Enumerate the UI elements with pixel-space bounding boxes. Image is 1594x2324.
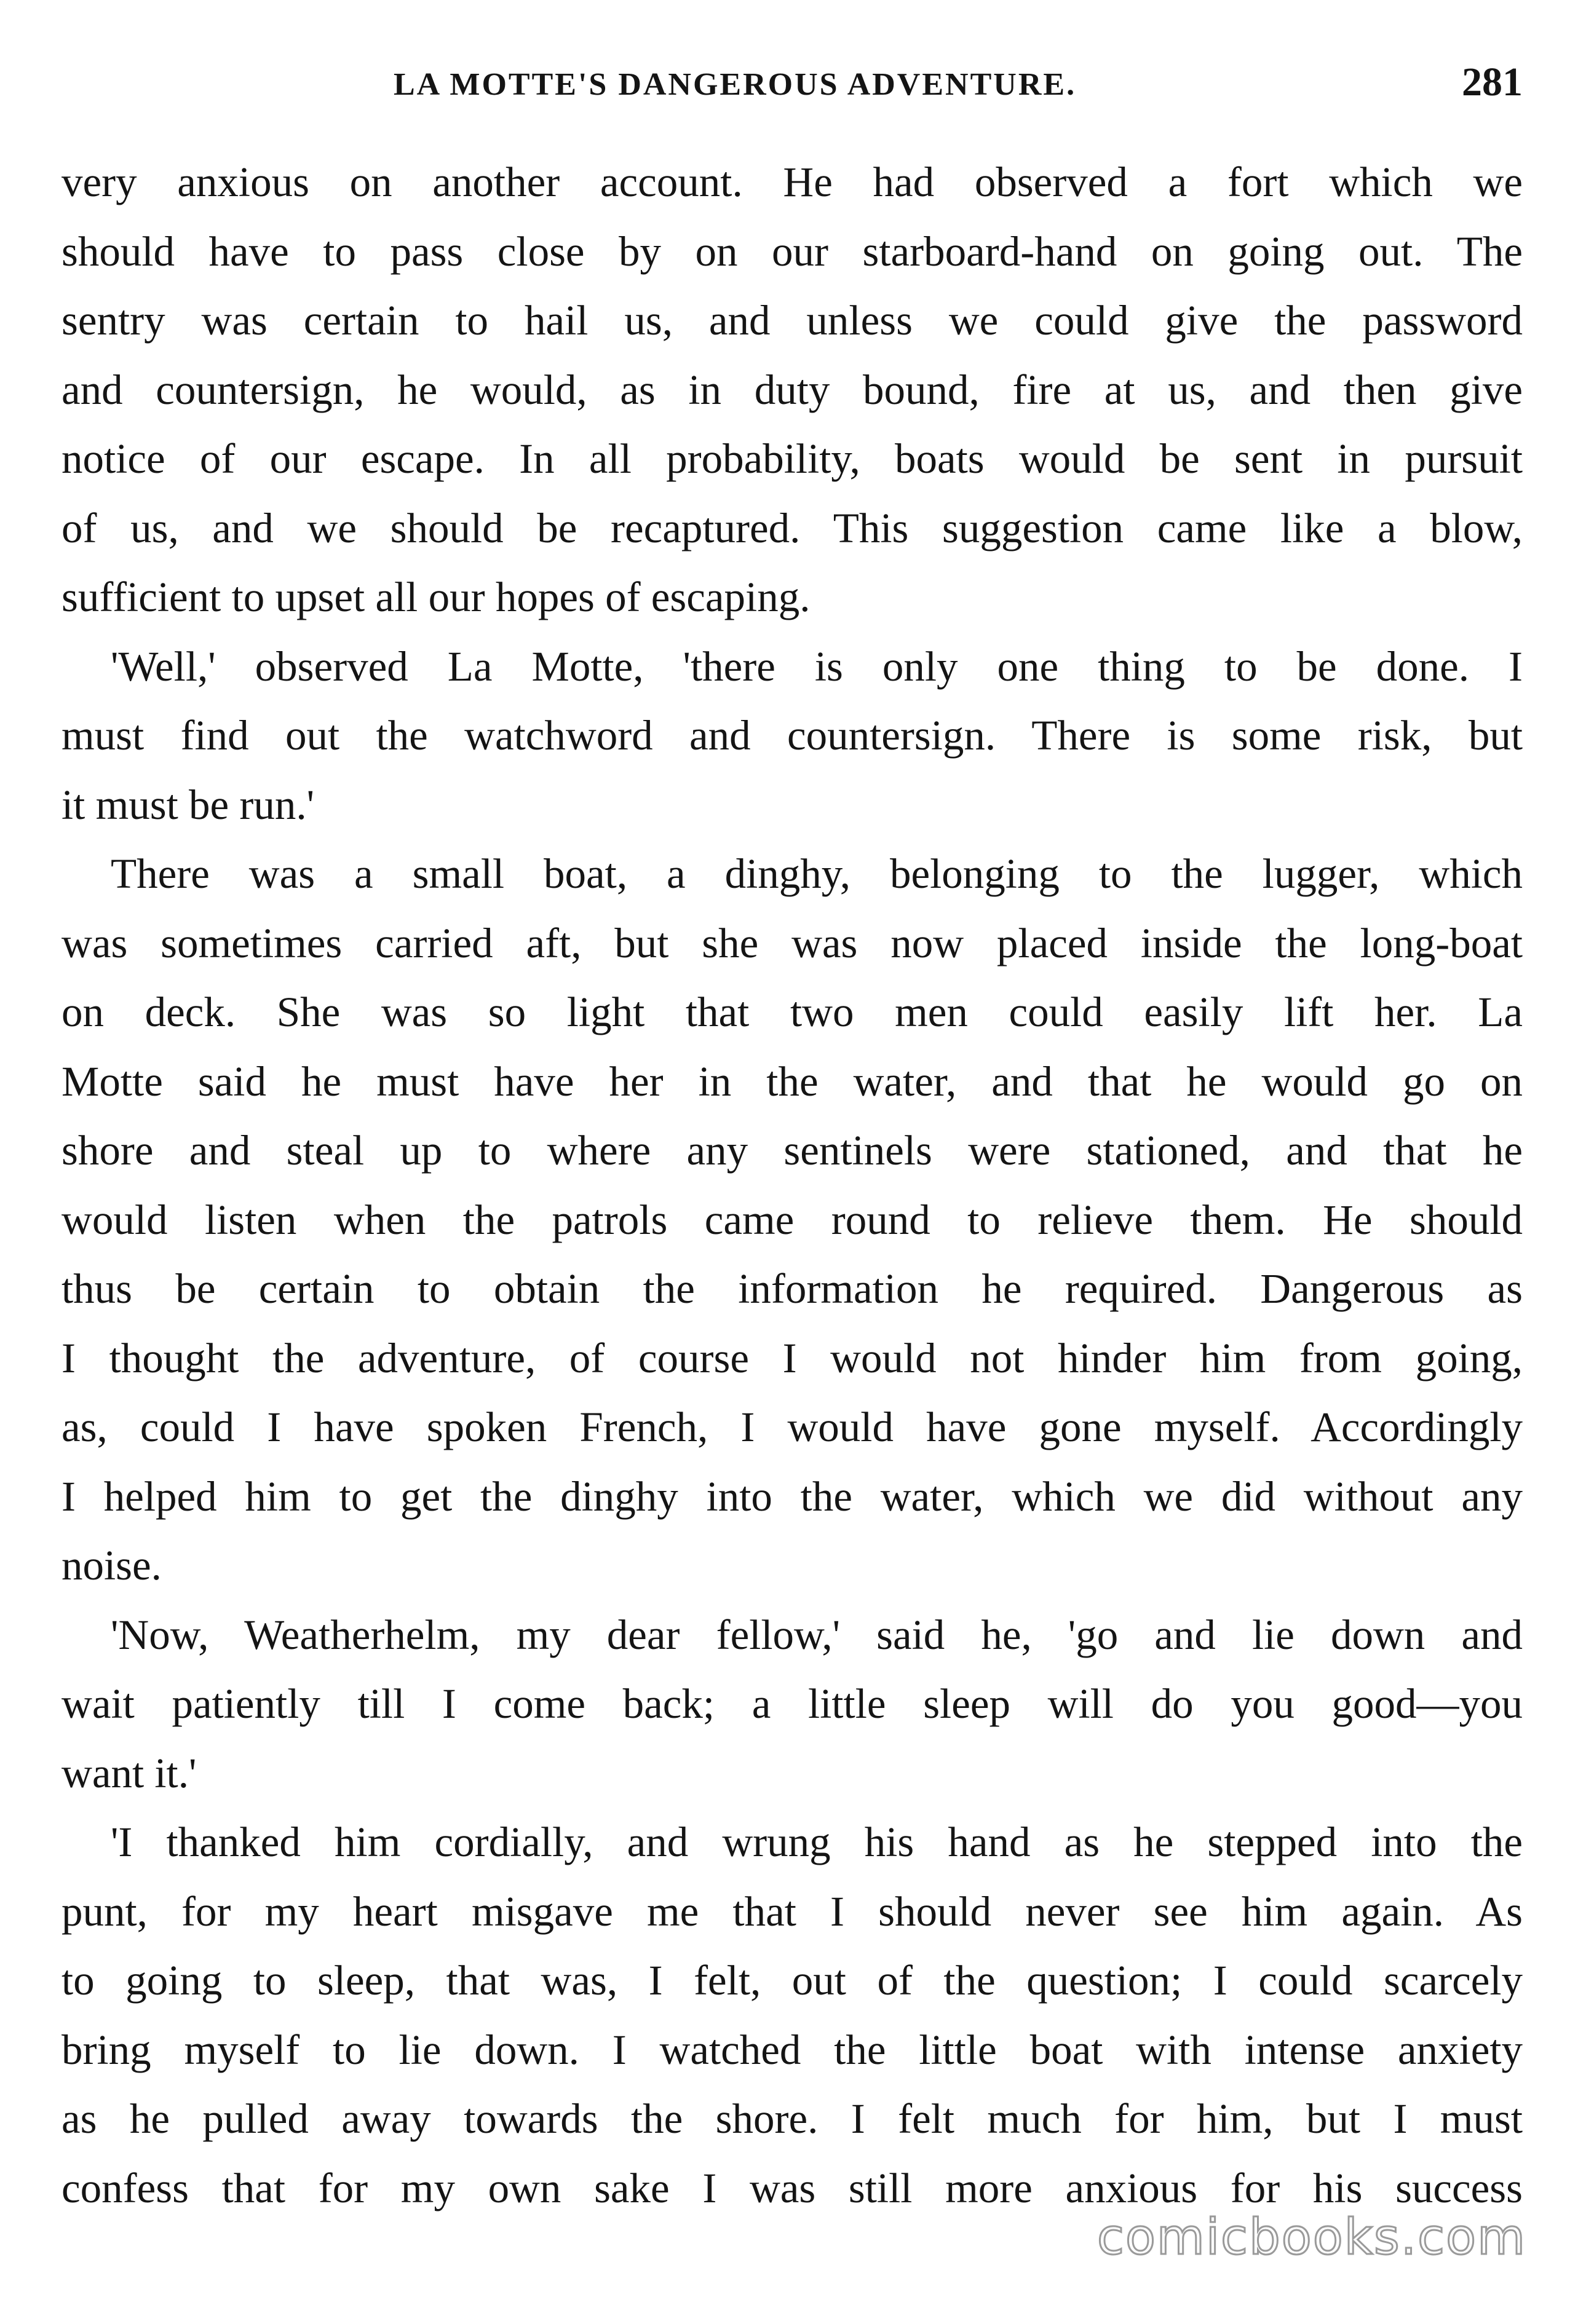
text-line: to going to sleep, that was, I felt, out of the question; I could scarcely [61,1957,1523,2004]
text-line: was sometimes carried aft, but she was now placed inside the long-boat [61,919,1523,966]
text-line: notice of our escape. In all probability, boats would be sent in pursuit [61,435,1523,482]
text-line: 'I thanked him cordially, and wrung his hand as he stepped into the [111,1819,1523,1865]
text-line: of us, and we should be recaptured. This suggestion came like a blow, [61,504,1523,551]
text-line: would listen when the patrols came round to relieve them. He should [61,1196,1523,1243]
text-line: sentry was certain to hail us, and unless we could give the password [61,297,1523,344]
text-line: 'Well,' observed La Motte, 'there is only one thing to be done. I [111,642,1523,690]
text-line: Motte said he must have her in the water, and that he would go on [61,1057,1523,1105]
text-line: thus be certain to obtain the information he required. Dangerous as [61,1265,1523,1312]
text-line: confess that for my own sake I was still more anxious for his success [61,2164,1523,2211]
text-line: on deck. She was so light that two men could easily lift her. La [61,989,1523,1035]
text-line: it must be run.' [61,781,315,828]
text-line: must find out the watchword and countersign. There is some risk, but [61,712,1523,759]
text-line: as he pulled away towards the shore. I felt much for him, but I must [61,2095,1523,2142]
text-line: sufficient to upset all our hopes of escaping. [61,574,811,620]
text-line: I thought the adventure, of course I would not hinder him from going, [61,1334,1523,1381]
text-line: shore and steal up to where any sentinels were stationed, and that he [61,1127,1523,1174]
text-line: want it.' [61,1749,197,1796]
text-line: noise. [61,1542,162,1589]
page-number: 281 [1462,60,1523,105]
text-line: punt, for my heart misgave me that I should never see him again. As [61,1887,1523,1935]
page-header [61,59,1523,114]
text-line: and countersign, he would, as in duty bound, fire at us, and then give [61,366,1523,413]
text-line: bring myself to lie down. I watched the little boat with intense anxiety [61,2026,1523,2073]
text-line: very anxious on another account. He had observed a fort which we [61,159,1523,205]
text-line: There was a small boat, a dinghy, belonging to the lugger, which [111,850,1523,897]
text-line: 'Now, Weatherhelm, my dear fellow,' said he, 'go and lie down and [111,1611,1523,1658]
text-line: I helped him to get the dinghy into the water, which we did without any [61,1472,1523,1520]
watermark: comicbooks.com [1096,2208,1526,2266]
body-text [61,148,1523,2223]
text-line: should have to pass close by on our starboard-hand on going out. The [61,227,1523,275]
running-title: LA MOTTE'S DANGEROUS ADVENTURE. [394,67,1077,102]
text-line: wait patiently till I come back; a little sleep will do you good—you [61,1680,1523,1727]
text-line: as, could I have spoken French, I would have gone myself. Accordingly [61,1404,1523,1450]
